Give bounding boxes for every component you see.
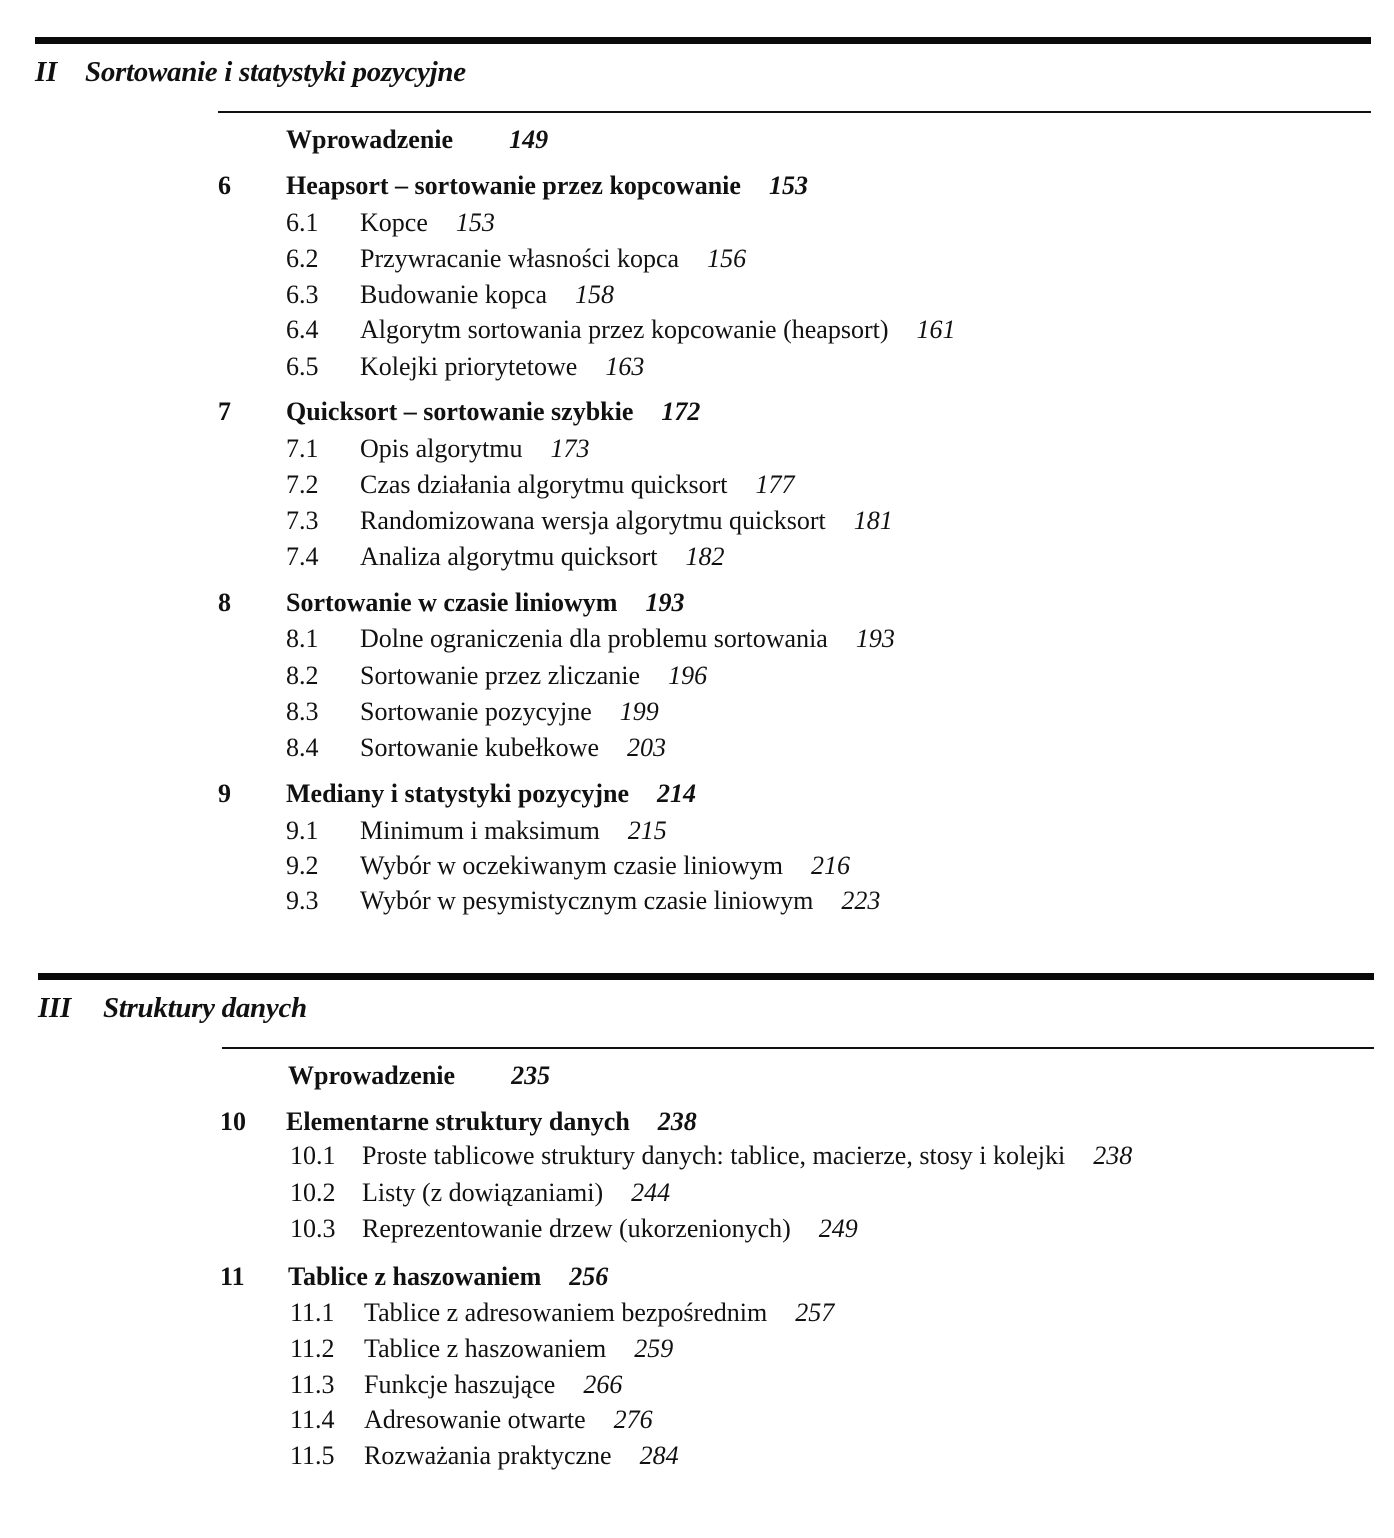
page-number: 172 bbox=[661, 397, 701, 426]
section-number: 8.1 bbox=[286, 624, 319, 653]
chapter-number: 8 bbox=[218, 588, 231, 617]
page-number: 153 bbox=[768, 171, 808, 200]
section-number: 8.4 bbox=[286, 733, 319, 762]
part-divider-thin bbox=[218, 111, 1371, 113]
page-number: 163 bbox=[605, 352, 645, 381]
intro-entry[interactable] bbox=[286, 125, 548, 155]
page-number: 199 bbox=[619, 697, 659, 726]
page-number: 196 bbox=[668, 661, 708, 690]
section-number: 11.3 bbox=[290, 1370, 335, 1399]
page-number: 203 bbox=[627, 733, 667, 762]
section-title: Reprezentowanie drzew (ukorzenionych) bbox=[362, 1214, 791, 1243]
page-number: 249 bbox=[818, 1214, 858, 1243]
page-number: 284 bbox=[639, 1441, 679, 1470]
part-title bbox=[38, 992, 307, 1025]
page-number: 238 bbox=[657, 1107, 697, 1136]
chapter-number: 10 bbox=[220, 1107, 246, 1136]
page-number: 149 bbox=[509, 125, 549, 154]
page-number: 266 bbox=[583, 1370, 623, 1399]
page-number: 259 bbox=[634, 1334, 674, 1363]
section-number: 8.3 bbox=[286, 697, 319, 726]
page-number: 276 bbox=[613, 1405, 653, 1434]
part-name: Struktury danych bbox=[102, 992, 307, 1024]
section-number: 6.4 bbox=[286, 315, 319, 344]
section-title: Tablice z haszowaniem bbox=[364, 1334, 607, 1363]
page-number: 177 bbox=[755, 470, 795, 499]
section-title: Kolejki priorytetowe bbox=[360, 352, 578, 381]
section-title: Randomizowana wersja algorytmu quicksort bbox=[360, 506, 826, 535]
section-number: 9.1 bbox=[286, 816, 319, 845]
section-number: 6.5 bbox=[286, 352, 319, 381]
section-number: 6.2 bbox=[286, 244, 319, 273]
chapter-title: Elementarne struktury danych bbox=[286, 1107, 630, 1136]
section-title: Funkcje haszujące bbox=[364, 1370, 556, 1399]
section-title: Tablice z adresowaniem bezpośrednim bbox=[364, 1298, 768, 1327]
section-title: Minimum i maksimum bbox=[360, 816, 600, 845]
section-title: Adresowanie otwarte bbox=[364, 1405, 586, 1434]
intro-entry[interactable] bbox=[288, 1061, 550, 1091]
part-divider-thick bbox=[35, 37, 1371, 44]
page-number: 238 bbox=[1093, 1141, 1133, 1170]
section-title: Kopce bbox=[360, 208, 428, 237]
section-title: Opis algorytmu bbox=[360, 434, 523, 463]
part-name: Sortowanie i statystyki pozycyjne bbox=[84, 56, 466, 88]
section-title: Proste tablicowe struktury danych: tablice, macierze, stosy i kolejki bbox=[362, 1141, 1066, 1170]
section-number: 7.4 bbox=[286, 542, 319, 571]
part-title bbox=[35, 56, 466, 89]
chapter-title: Quicksort – sortowanie szybkie bbox=[286, 397, 634, 426]
section-title: Wybór w oczekiwanym czasie liniowym bbox=[360, 851, 783, 880]
chapter-title: Heapsort – sortowanie przez kopcowanie bbox=[286, 171, 741, 200]
section-title: Przywracanie własności kopca bbox=[360, 244, 680, 273]
page-number: 182 bbox=[685, 542, 725, 571]
section-number: 8.2 bbox=[286, 661, 319, 690]
page-number: 156 bbox=[707, 244, 747, 273]
section-number: 11.4 bbox=[290, 1405, 335, 1434]
page-number: 215 bbox=[627, 816, 667, 845]
page-number: 235 bbox=[511, 1061, 551, 1090]
page-number: 193 bbox=[855, 624, 895, 653]
chapter-number: 9 bbox=[218, 779, 231, 808]
section-number: 11.2 bbox=[290, 1334, 335, 1363]
section-number: 11.1 bbox=[290, 1298, 335, 1327]
chapter-number: 7 bbox=[218, 397, 231, 426]
page-number: 181 bbox=[853, 506, 893, 535]
page-number: 161 bbox=[916, 315, 956, 344]
section-number: 9.3 bbox=[286, 886, 319, 915]
section-title: Listy (z dowiązaniami) bbox=[362, 1178, 604, 1207]
page-number: 223 bbox=[841, 886, 881, 915]
section-title: Rozważania praktyczne bbox=[364, 1441, 612, 1470]
section-title: Budowanie kopca bbox=[360, 280, 548, 309]
chapter-title: Sortowanie w czasie liniowym bbox=[286, 588, 618, 617]
section-number: 9.2 bbox=[286, 851, 319, 880]
part-number: II bbox=[35, 56, 57, 88]
section-number: 6.3 bbox=[286, 280, 319, 309]
page-number: 256 bbox=[569, 1262, 609, 1291]
page-number: 216 bbox=[810, 851, 850, 880]
section-number: 10.3 bbox=[290, 1214, 336, 1243]
section-number: 10.2 bbox=[290, 1178, 336, 1207]
page-number: 153 bbox=[455, 208, 495, 237]
page-number: 173 bbox=[550, 434, 590, 463]
page-number: 214 bbox=[657, 779, 697, 808]
chapter-title: Mediany i statystyki pozycyjne bbox=[286, 779, 630, 808]
section-title: Sortowanie przez zliczanie bbox=[360, 661, 641, 690]
page-number: 244 bbox=[631, 1178, 671, 1207]
chapter-number: 11 bbox=[220, 1262, 245, 1291]
intro-label: Wprowadzenie bbox=[286, 125, 454, 154]
intro-label: Wprowadzenie bbox=[288, 1061, 456, 1090]
section-number: 11.5 bbox=[290, 1441, 335, 1470]
part-divider-thick bbox=[38, 973, 1374, 980]
section-title: Wybór w pesymistycznym czasie liniowym bbox=[360, 886, 814, 915]
part-number: III bbox=[38, 992, 71, 1024]
page-number: 257 bbox=[795, 1298, 835, 1327]
page-number: 158 bbox=[575, 280, 615, 309]
section-title: Algorytm sortowania przez kopcowanie (heapsort) bbox=[360, 315, 889, 344]
part-divider-thin bbox=[222, 1047, 1374, 1049]
section-number: 7.2 bbox=[286, 470, 319, 499]
section-number: 7.3 bbox=[286, 506, 319, 535]
section-title: Sortowanie kubełkowe bbox=[360, 733, 600, 762]
chapter-title: Tablice z haszowaniem bbox=[288, 1262, 542, 1291]
section-title: Dolne ograniczenia dla problemu sortowania bbox=[360, 624, 828, 653]
section-number: 10.1 bbox=[290, 1141, 336, 1170]
section-title: Analiza algorytmu quicksort bbox=[360, 542, 658, 571]
chapter-number: 6 bbox=[218, 171, 231, 200]
section-number: 6.1 bbox=[286, 208, 319, 237]
section-title: Sortowanie pozycyjne bbox=[360, 697, 592, 726]
section-title: Czas działania algorytmu quicksort bbox=[360, 470, 728, 499]
page-number: 193 bbox=[645, 588, 685, 617]
section-number: 7.1 bbox=[286, 434, 319, 463]
